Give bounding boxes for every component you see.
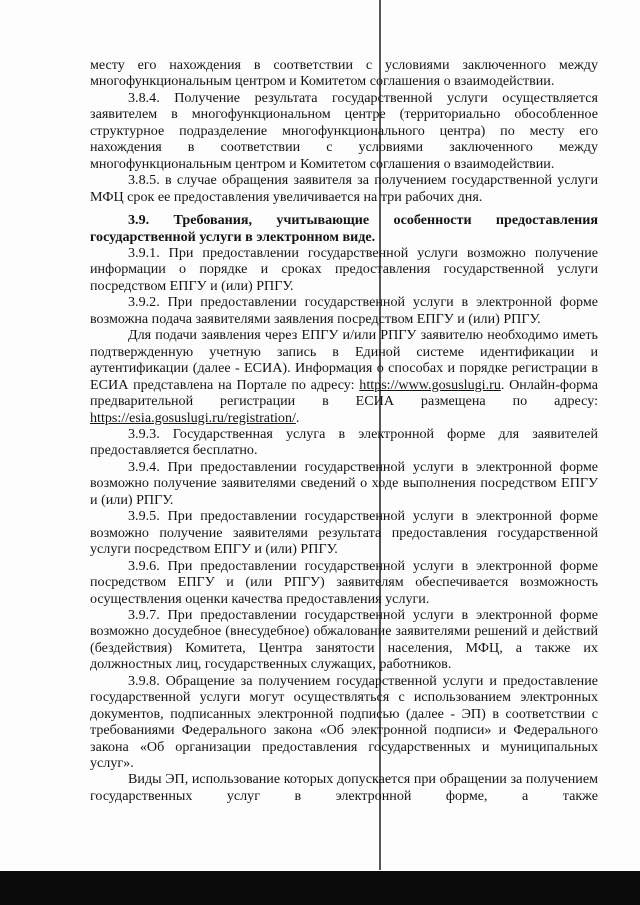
esia-registration-link[interactable]: https://esia.gosuslugi.ru/registration/ — [90, 409, 296, 426]
paragraph-3-8-4: 3.8.4. Получение результата государственной услуги осуществляется заявителем в многофункциональном центре (территориально обособленное структурное подразделение многофункционального центра) по месту его нахождения в соответствии с условиями заключенного между многофункциональным центром и Комитетом соглашения о взаимодействии. — [90, 89, 598, 172]
gosuslugi-link[interactable]: https://www.gosuslugi.ru — [359, 376, 501, 393]
paragraph-3-9-4: 3.9.4. При предоставлении государственной услуги в электронной форме возможно получение заявителями сведений о ходе выполнения посредством ЕПГУ и (или) РПГУ. — [90, 458, 598, 508]
paragraph-3-9-6: 3.9.6. При предоставлении государственной услуги в электронной форме посредством ЕПГУ и (или РПГУ) заявителям обеспечивается возможность осуществления оценки качества предоставления услуги. — [90, 557, 598, 607]
esia-text-part-1: Для подачи заявления через ЕПГУ и/или РПГУ заявителю необходимо иметь подтвержденную учетную запись в Единой системе идентификации и аутентификации (далее - ЕСИА). Информация о способах и порядке регистрации в ЕСИА представлена на Портале по адресу: — [90, 327, 598, 393]
paragraph-gap — [90, 205, 598, 212]
paragraph-3-8-5: 3.8.5. в случае обращения заявителя за получением государственной услуги МФЦ срок ее предоставления увеличивается на три рабочих дня. — [90, 172, 598, 205]
paragraph-3-9-8: 3.9.8. Обращение за получением государственной услуги и предоставление государственной услуги могут осуществляться с использованием электронных документов, подписанных электронной подписью (далее - ЭП) в соответствии с требованиями Федерального закона «Об электронной подписи» и Федерального закона «Об организации предоставления государственных и муниципальных услуг». — [90, 672, 598, 772]
section-heading-3-9: 3.9. Требования, учитывающие особенности предоставления государственной услуги в электронном виде. — [90, 212, 598, 245]
paragraph-3-9-1: 3.9.1. При предоставлении государственной услуги возможно получение информации о порядке и сроках предоставления государственной услуги посредством ЕПГУ и (или) РПГУ. — [90, 244, 598, 294]
paragraph-esia-registration — [90, 327, 598, 426]
scan-bottom-border — [0, 871, 640, 905]
paragraph-ep-types: Виды ЭП, использование которых допускается при обращении за получением государственных услуг в электронной форме, а также — [90, 771, 598, 804]
document-body — [90, 57, 598, 804]
paragraph-3-9-7: 3.9.7. При предоставлении государственной услуги в электронной форме возможно досудебное (внесудебное) обжалование заявителями решений и действий (бездействия) Комитета, Центра занятости населения, МФЦ, а также их должностных лиц, государственных служащих, работников. — [90, 606, 598, 673]
esia-text-part-2: . Онлайн-форма предварительной регистрации в ЕСИА размещена по адресу: — [90, 376, 598, 410]
paragraph-3-9-2: 3.9.2. При предоставлении государственной услуги в электронной форме возможна подача заявителями заявления посредством ЕПГУ и (или) РПГУ. — [90, 294, 598, 327]
esia-text-part-3: . — [295, 409, 300, 426]
paragraph-continuation: месту его нахождения в соответствии с условиями заключенного между многофункциональным центром и Комитетом соглашения о взаимодействии. — [90, 57, 598, 90]
paragraph-3-9-5: 3.9.5. При предоставлении государственной услуги в электронной форме возможно получение заявителями результата предоставления государственной услуги посредством ЕПГУ и (или) РПГУ. — [90, 508, 598, 558]
paragraph-3-9-3: 3.9.3. Государственная услуга в электронной форме для заявителей предоставляется бесплатно. — [90, 425, 598, 459]
